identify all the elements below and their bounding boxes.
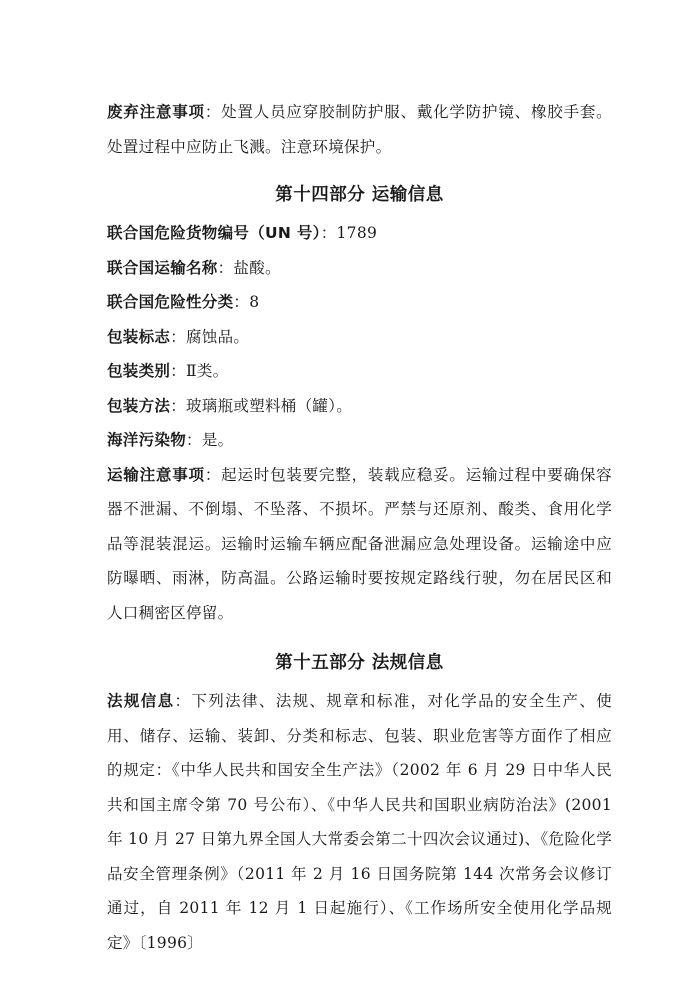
disposal-paragraph	[107, 95, 612, 164]
un-name-label: 联合国运输名称	[107, 258, 218, 277]
un-class-value: ：8	[233, 293, 260, 311]
package-method-label: 包装方法	[107, 396, 171, 415]
package-mark-line	[107, 320, 612, 355]
un-name-value: ：盐酸。	[217, 258, 281, 277]
page-content	[107, 95, 612, 960]
transport-notes-paragraph	[107, 458, 612, 631]
section-14-title: 第十四部分 运输信息	[275, 185, 444, 205]
disposal-label: 废弃注意事项	[107, 103, 205, 121]
un-class-line	[107, 285, 612, 320]
package-category-label: 包装类别	[107, 362, 171, 380]
regulations-paragraph	[107, 684, 612, 960]
package-method-line	[107, 389, 612, 424]
regulations-text: ：下列法律、法规、规章和标准，对化学品的安全生产、使用、储存、运输、装卸、分类和标志、包装、职业危害等方面作了相应的规定：《中华人民共和国安全生产法》（2002 年 6 月 29 日中华人民共和国主席令第 70 号公布）、《中华人民共和国职业病防治法》(2001 年 10 月 27 日第九界全国人大常委会第二十四次会议通过)、《危险化学品安全管理条例》（2011 年 2 月 16 日国务院第 144 次常务会议修订通过，自 2011 年 12 月 1 日起施行）、《工作场所安全使用化学品规定》〔1996〕	[107, 692, 612, 952]
package-method-value: ：玻璃瓶或塑料桶（罐）。	[170, 396, 353, 415]
un-number-line	[107, 216, 612, 251]
un-number-value: ：1789	[320, 224, 378, 242]
package-mark-value: ：腐蚀品。	[170, 327, 250, 346]
section-15-title: 第十五部分 法规信息	[275, 653, 444, 673]
marine-pollutant-value: ：是。	[186, 431, 234, 449]
marine-pollutant-label: 海洋污染物	[107, 431, 187, 449]
transport-notes-text: ：起运时包装要完整，装载应稳妥。运输过程中要确保容器不泄漏、不倒塌、不坠落、不损坏。严禁与还原剂、酸类、食用化学品等混装混运。运输时运输车辆应配备泄漏应急处理设备。运输途中应防曝晒、雨淋，防高温。公路运输时要按规定路线行驶，勿在居民区和人口稠密区停留。	[107, 465, 612, 622]
un-number-label: 联合国危险货物编号（UN 号）	[107, 224, 321, 242]
package-category-line	[107, 354, 612, 389]
transport-notes-label: 运输注意事项	[107, 465, 205, 484]
un-name-line	[107, 251, 612, 286]
regulations-label: 法规信息	[107, 692, 175, 710]
package-category-value: ：Ⅱ类。	[170, 362, 229, 380]
un-class-label: 联合国危险性分类	[107, 293, 234, 311]
marine-pollutant-line	[107, 423, 612, 458]
disposal-text: ：处置人员应穿胶制防护服、戴化学防护镜、橡胶手套。处置过程中应防止飞溅。注意环境保护。	[107, 103, 612, 156]
package-mark-label: 包装标志	[107, 327, 171, 346]
